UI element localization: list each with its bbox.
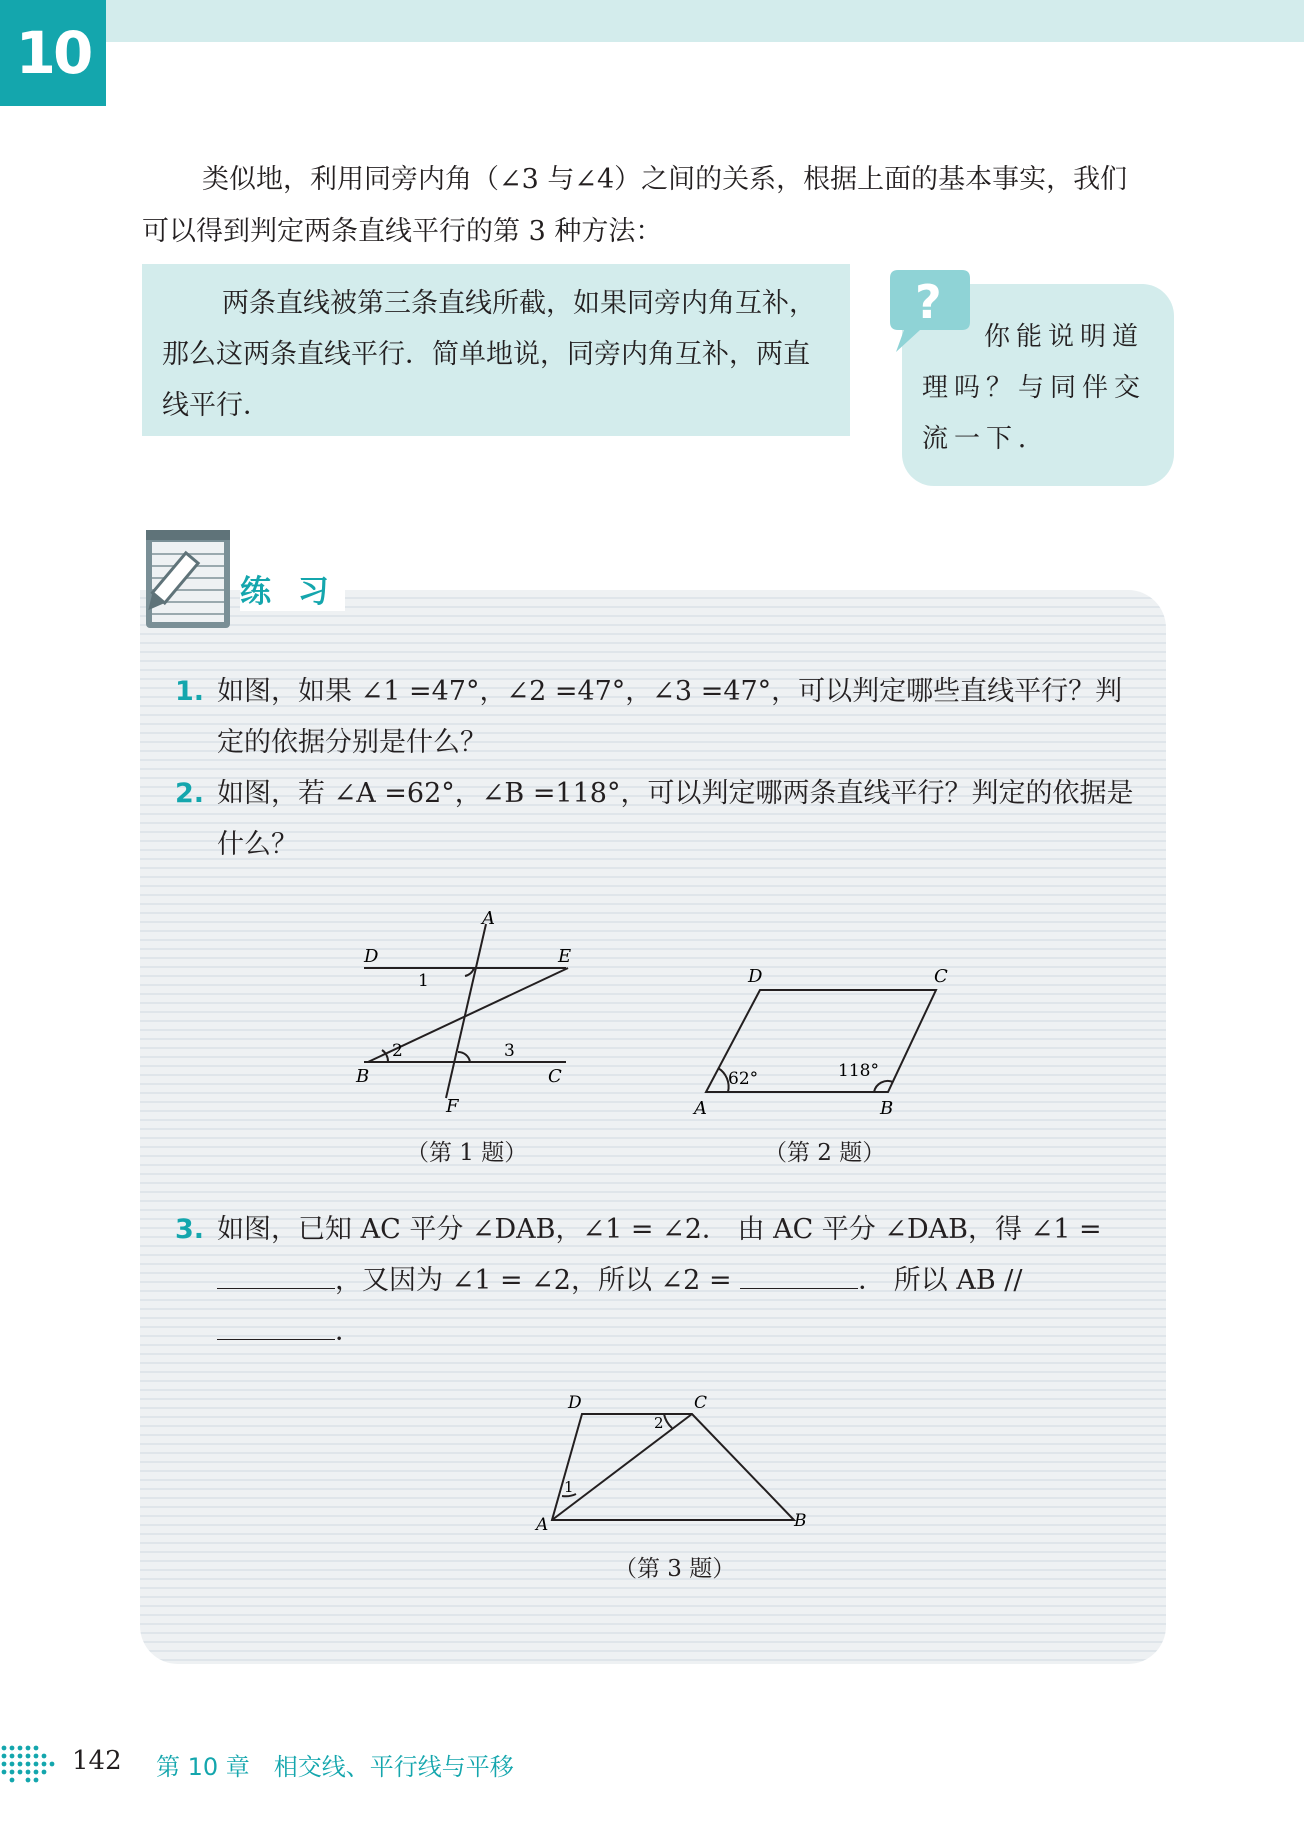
exercise-text [217, 1204, 1135, 1357]
label-angle-2: 2 [654, 1414, 664, 1432]
exercise-number: 1. [175, 676, 205, 707]
theorem-box [142, 264, 850, 436]
exercise-1 [175, 666, 1135, 768]
page-number: 142 [72, 1746, 122, 1776]
label-c: C [548, 1066, 562, 1087]
label-angle-b: 118° [838, 1061, 879, 1081]
trapezoid [552, 1414, 794, 1520]
side-note-text: 你能说明道理吗？与同伴交流一下． [922, 322, 1147, 454]
exercise-3-part-a: 如图，已知 AC 平分 ∠DAB，∠1 = ∠2． 由 AC 平分 ∠DAB，得 ∠1 = [217, 1214, 1102, 1245]
diagonal-ac [552, 1414, 692, 1520]
label-d: D [568, 1393, 582, 1413]
label-b: B [794, 1511, 807, 1531]
label-c: C [694, 1393, 708, 1413]
label-a: A [694, 1098, 707, 1119]
chapter-number-badge: 10 [0, 0, 106, 106]
figure-3-diagram [532, 1392, 812, 1532]
label-f: F [446, 1096, 459, 1115]
label-angle-1: 1 [418, 971, 429, 991]
label-e: E [558, 946, 572, 967]
answer-blank-2[interactable] [740, 1264, 858, 1289]
label-d: D [364, 946, 379, 967]
exercise-3 [175, 1204, 1135, 1357]
exercise-text: 如图，如果 ∠1 =47°，∠2 =47°，∠3 =47°，可以判定哪些直线平行？判定的依据分别是什么？ [217, 676, 1123, 758]
label-angle-3: 3 [504, 1041, 515, 1061]
exercise-number: 3. [175, 1214, 205, 1245]
exercise-3-part-d: ． [335, 1316, 362, 1347]
label-angle-a: 62° [728, 1069, 759, 1089]
header-band [106, 0, 1304, 42]
figure-1-diagram [346, 910, 586, 1115]
theorem-text: 两条直线被第三条直线所截，如果同旁内角互补，那么这两条直线平行．简单地说，同旁内角互补，两直线平行． [162, 288, 816, 421]
svg-text:?: ? [915, 275, 942, 329]
label-angle-2: 2 [392, 1041, 403, 1061]
label-b: B [356, 1066, 370, 1087]
label-c: C [934, 966, 948, 987]
question-bubble-icon [888, 266, 972, 356]
figure-1-caption: （第 1 题） [406, 1140, 528, 1166]
intro-paragraph [142, 154, 1172, 258]
figure-2-caption: （第 2 题） [764, 1140, 886, 1166]
line-af [446, 924, 486, 1098]
exercise-2 [175, 768, 1135, 870]
exercise-number: 2. [175, 778, 205, 809]
answer-blank-3[interactable] [217, 1315, 335, 1340]
pencil-notebook-icon [144, 528, 234, 632]
exercise-3-part-b: ，又因为 ∠1 = ∠2，所以 ∠2 = [335, 1265, 732, 1296]
label-a: A [482, 910, 495, 929]
label-b: B [880, 1098, 894, 1119]
label-d: D [748, 966, 763, 987]
practice-title: 练 习 [240, 566, 345, 611]
label-a: A [536, 1515, 549, 1532]
intro-line-2: 可以得到判定两条直线平行的第 3 种方法： [142, 216, 663, 247]
answer-blank-1[interactable] [217, 1264, 335, 1289]
label-angle-1: 1 [564, 1478, 574, 1496]
footer-chapter-title: 第 10 章 相交线、平行线与平移 [156, 1753, 514, 1781]
figure-3-caption: （第 3 题） [614, 1556, 736, 1582]
intro-line-1: 类似地，利用同旁内角（∠3 与∠4）之间的关系，根据上面的基本事实，我们 [202, 164, 1128, 195]
figure-2-diagram [690, 962, 960, 1122]
exercise-3-part-c: ． 所以 AB // [858, 1265, 1023, 1296]
footer-dots-icon [0, 1740, 64, 1784]
exercise-text: 如图，若 ∠A =62°，∠B =118°，可以判定哪两条直线平行？判定的依据是什么？ [217, 778, 1134, 860]
